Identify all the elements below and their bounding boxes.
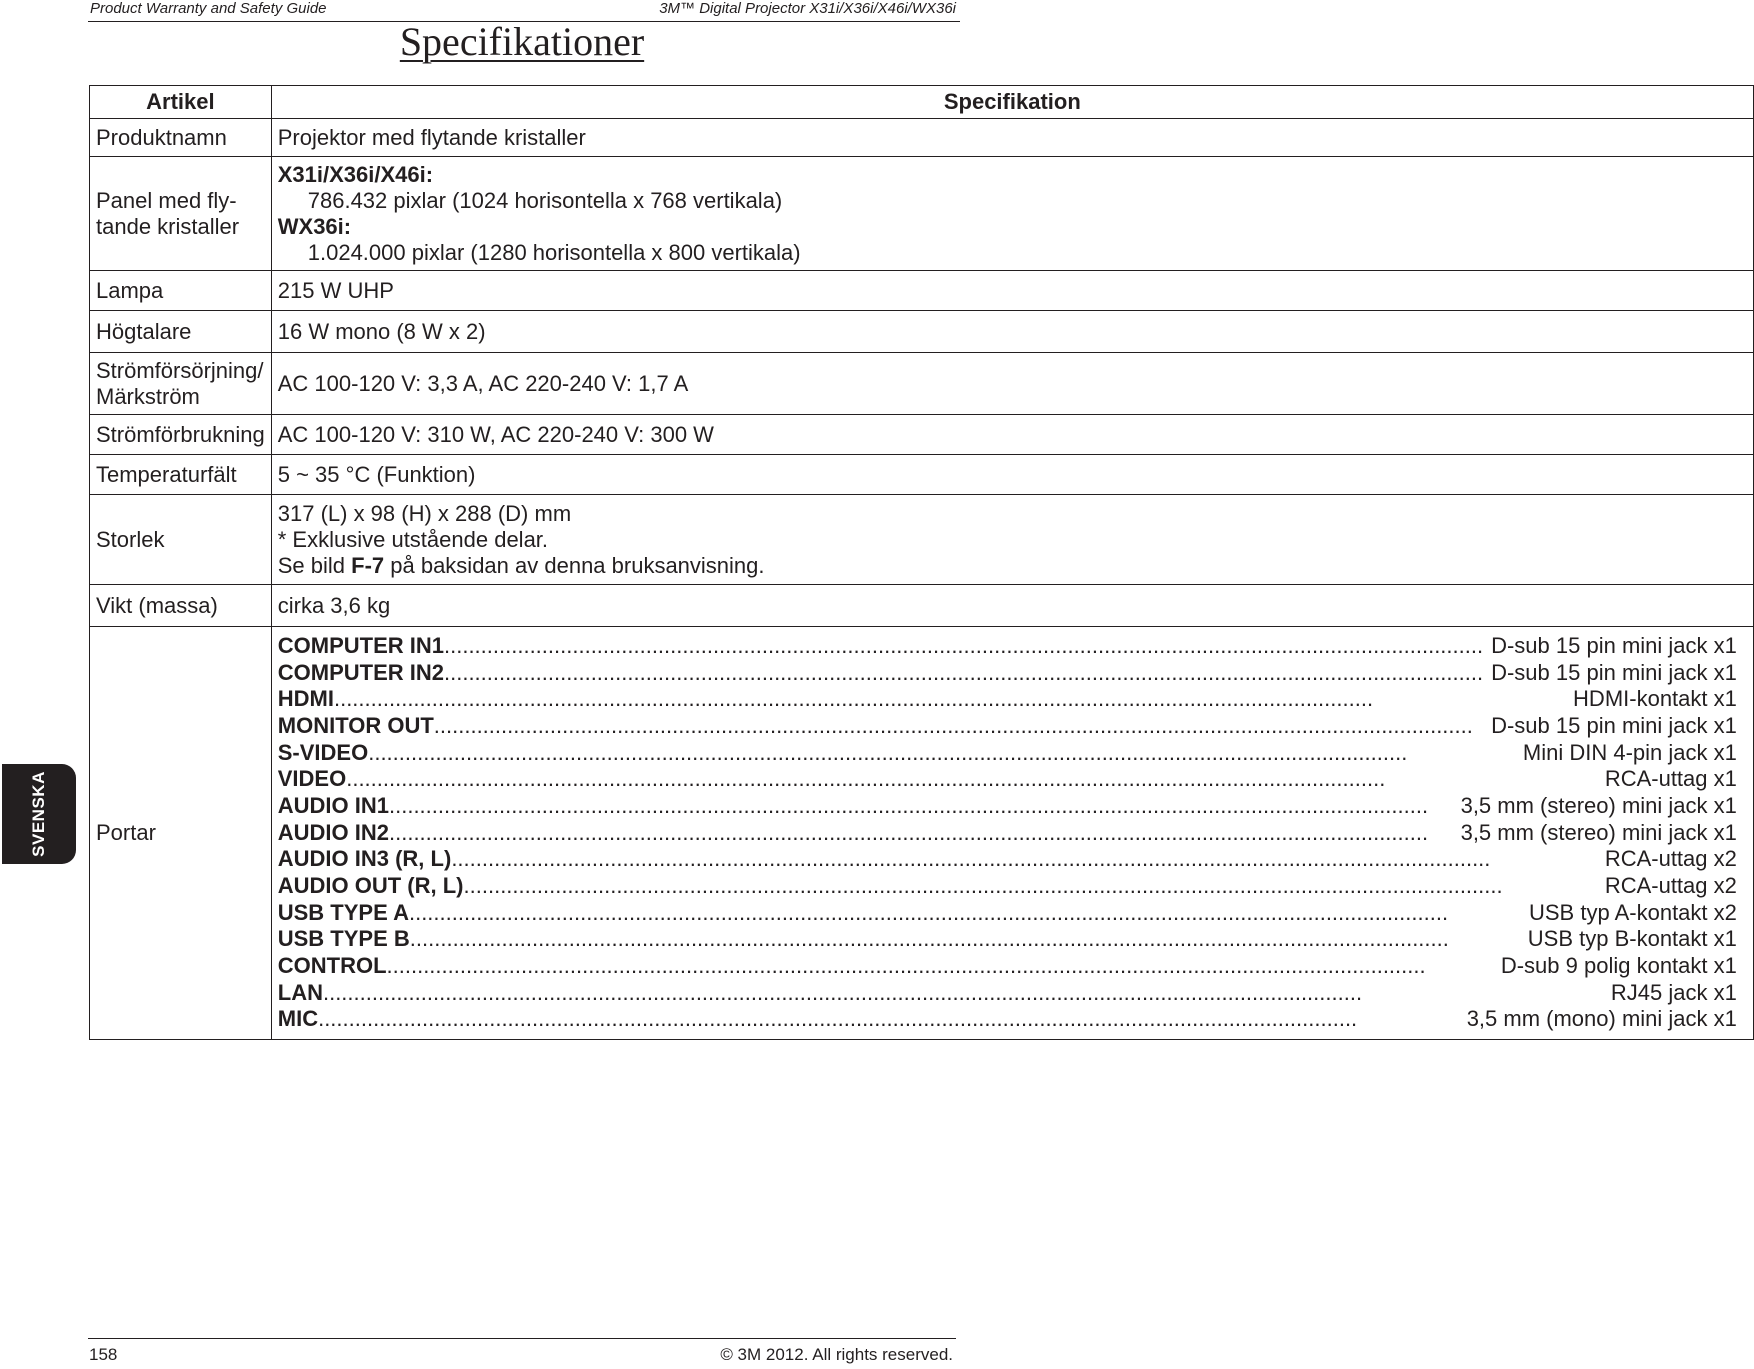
port-value: USB typ A-kontakt x2: [1529, 899, 1737, 925]
port-value: D-sub 15 pin mini jack x1: [1491, 659, 1737, 685]
port-row: [278, 713, 1737, 740]
port-value: D-sub 15 pin mini jack x1: [1491, 712, 1737, 738]
panel-value-2: 1.024.000 pixlar (1280 horisontella x 800 vertikala): [307, 239, 801, 265]
page-number: 158: [89, 1345, 118, 1364]
port-row: [278, 926, 1737, 953]
column-header-spec: Specifikation: [271, 86, 1753, 119]
port-leader-dots: [434, 713, 1483, 740]
port-row: [278, 846, 1737, 873]
port-leader-dots: [444, 633, 1483, 660]
port-leader-dots: [409, 900, 1521, 927]
port-row: [278, 793, 1737, 820]
spec-table: [89, 85, 1754, 1040]
panel-model-2: WX36i:: [277, 213, 352, 239]
copyright: © 3M 2012. All rights reserved.: [720, 1345, 953, 1364]
table-row: [90, 585, 1754, 627]
port-leader-dots: [464, 873, 1597, 900]
row-value-lamp: 215 W UHP: [271, 271, 1753, 311]
size-reference-post: på baksidan av denna bruksanvisning.: [384, 552, 765, 578]
table-row: [90, 627, 1754, 1040]
row-value-ports: [271, 627, 1753, 1040]
ports-list: [278, 633, 1737, 1033]
size-note: * Exklusive utstående delar.: [277, 526, 549, 552]
row-label-power-supply-line1: Strömförsörjning/: [96, 357, 264, 383]
row-label-lamp: Lampa: [90, 271, 272, 311]
footer-divider: [88, 1338, 956, 1339]
table-row: [90, 353, 1754, 415]
port-name: COMPUTER IN1: [277, 632, 444, 658]
size-reference-pre: Se bild: [277, 552, 352, 578]
port-value: RCA-uttag x2: [1604, 846, 1737, 872]
table-row: [90, 271, 1754, 311]
table-row: [90, 119, 1754, 157]
port-leader-dots: [387, 953, 1493, 980]
row-value-product: Projektor med flytande kristaller: [271, 119, 1753, 157]
port-leader-dots: [318, 1006, 1459, 1033]
page-title: Specifikationer: [399, 19, 645, 64]
port-value: D-sub 15 pin mini jack x1: [1491, 632, 1737, 658]
table-row: [90, 455, 1754, 495]
port-value: USB typ B-kontakt x1: [1527, 926, 1737, 952]
panel-value-1: 786.432 pixlar (1024 horisontella x 768 vertikala): [307, 187, 783, 213]
port-name: AUDIO OUT (R, L): [277, 873, 464, 899]
port-name: LAN: [277, 979, 323, 1005]
port-value: HDMI-kontakt x1: [1573, 686, 1737, 712]
language-tab-label: SVENSKA: [29, 771, 48, 857]
port-value: RCA-uttag x1: [1604, 766, 1737, 792]
table-row: [90, 157, 1754, 271]
port-name: AUDIO IN3 (R, L): [277, 846, 452, 872]
port-leader-dots: [451, 846, 1597, 873]
port-name: AUDIO IN1: [277, 792, 389, 818]
port-name: S-VIDEO: [277, 739, 369, 765]
port-name: MONITOR OUT: [277, 712, 434, 738]
port-leader-dots: [389, 793, 1453, 820]
row-label-consumption: Strömförbrukning: [90, 415, 272, 455]
table-row: [90, 311, 1754, 353]
port-name: CONTROL: [277, 953, 387, 979]
header-guide-title: Product Warranty and Safety Guide: [90, 0, 327, 17]
header-product-name: 3M™ Digital Projector X31i/X36i/X46i/WX36i: [659, 0, 956, 17]
language-tab: [2, 764, 76, 864]
port-row: [278, 660, 1737, 687]
port-name: HDMI: [277, 686, 334, 712]
port-value: 3,5 mm (stereo) mini jack x1: [1460, 792, 1737, 818]
table-row: [90, 415, 1754, 455]
port-name: COMPUTER IN2: [277, 659, 444, 685]
port-leader-dots: [389, 820, 1453, 847]
row-label-weight: Vikt (massa): [90, 585, 272, 627]
port-row: [278, 900, 1737, 927]
port-name: MIC: [277, 1006, 319, 1032]
panel-model-1: X31i/X36i/X46i:: [277, 161, 434, 187]
port-value: 3,5 mm (mono) mini jack x1: [1466, 1006, 1737, 1032]
port-leader-dots: [444, 660, 1483, 687]
port-value: RCA-uttag x2: [1604, 873, 1737, 899]
port-row: [278, 980, 1737, 1007]
row-label-speaker: Högtalare: [90, 311, 272, 353]
row-label-power-supply: [90, 353, 272, 415]
size-reference: [278, 553, 1747, 579]
row-value-temperature: 5 ~ 35 °C (Funktion): [271, 455, 1753, 495]
table-row: [90, 495, 1754, 585]
port-row: [278, 766, 1737, 793]
row-value-speaker: 16 W mono (8 W x 2): [271, 311, 1753, 353]
row-value-weight: cirka 3,6 kg: [271, 585, 1753, 627]
row-label-product: Produktnamn: [90, 119, 272, 157]
row-value-power-supply: AC 100-120 V: 3,3 A, AC 220-240 V: 1,7 A: [271, 353, 1753, 415]
port-name: USB TYPE A: [277, 899, 409, 925]
port-row: [278, 873, 1737, 900]
row-label-panel-line1: Panel med fly-: [96, 187, 237, 213]
row-label-power-supply-line2: Märkström: [96, 383, 200, 409]
port-value: Mini DIN 4-pin jack x1: [1522, 739, 1737, 765]
port-leader-dots: [410, 926, 1520, 953]
port-leader-dots: [346, 766, 1597, 793]
port-leader-dots: [323, 980, 1603, 1007]
row-label-ports: Portar: [90, 627, 272, 1040]
port-leader-dots: [334, 686, 1565, 713]
size-dimensions: 317 (L) x 98 (H) x 288 (D) mm: [277, 500, 572, 526]
port-value: 3,5 mm (stereo) mini jack x1: [1460, 819, 1737, 845]
port-row: [278, 633, 1737, 660]
port-value: RJ45 jack x1: [1610, 979, 1737, 1005]
port-name: AUDIO IN2: [277, 819, 389, 845]
port-row: [278, 820, 1737, 847]
port-name: USB TYPE B: [277, 926, 410, 952]
port-name: VIDEO: [277, 766, 347, 792]
row-label-temperature: Temperaturfält: [90, 455, 272, 495]
row-value-consumption: AC 100-120 V: 310 W, AC 220-240 V: 300 W: [271, 415, 1753, 455]
row-value-size: [271, 495, 1753, 585]
row-value-panel: [271, 157, 1753, 271]
port-row: [278, 686, 1737, 713]
port-row: [278, 740, 1737, 767]
port-leader-dots: [368, 740, 1515, 767]
column-header-article: Artikel: [90, 86, 272, 119]
port-value: D-sub 9 polig kontakt x1: [1500, 953, 1737, 979]
row-label-size: Storlek: [90, 495, 272, 585]
table-header-row: [90, 86, 1754, 119]
port-row: [278, 1006, 1737, 1033]
size-reference-figure: F-7: [351, 552, 385, 578]
port-row: [278, 953, 1737, 980]
row-label-panel: [90, 157, 272, 271]
row-label-panel-line2: tande kristaller: [96, 213, 240, 239]
